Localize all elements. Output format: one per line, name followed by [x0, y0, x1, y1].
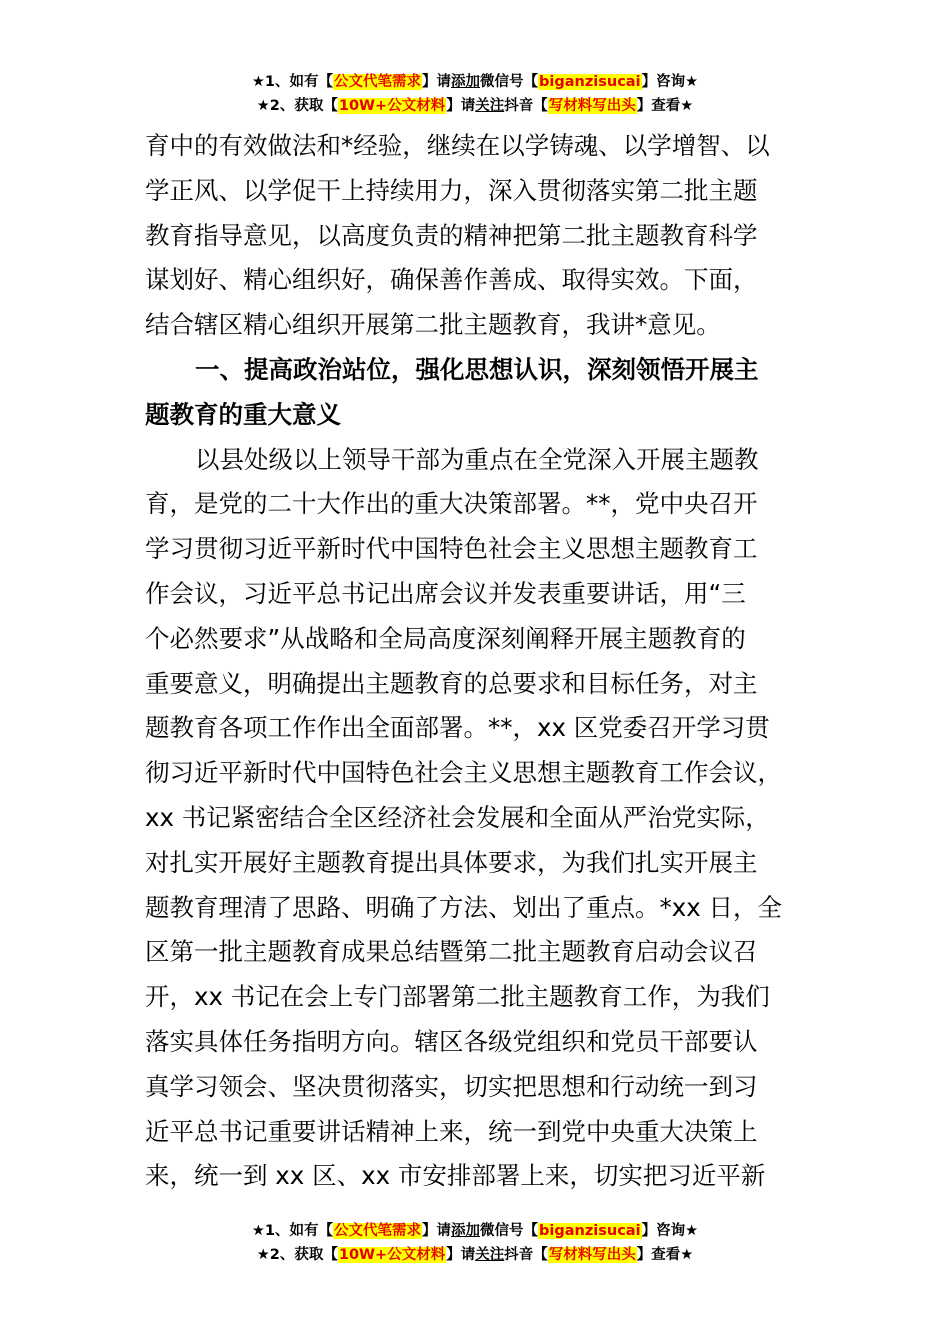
- text-line: 谋划好、精心组织好，确保善作善成、取得实效。下面，: [145, 265, 758, 295]
- promo-line-1-prefix: ★1、如有【: [251, 74, 334, 90]
- promo-line-1-suffix: 】咨询★: [641, 74, 699, 90]
- promo-line-2-highlight-douyin: 写材料写出头: [548, 98, 636, 114]
- promo-line-2-highlight-douyin: 写材料写出头: [548, 1247, 636, 1263]
- promo-line-1-underlined: 添加: [451, 1223, 481, 1239]
- text-line: 重要意义，明确提出主题教育的总要求和目标任务，对主: [145, 668, 758, 698]
- text-line: 对扎实开展好主题教育提出具体要求，为我们扎实开展主: [145, 847, 758, 877]
- promo-line-2-prefix: ★2、获取【: [256, 1247, 338, 1263]
- promo-line-2: [0, 1243, 950, 1267]
- promo-line-1-text-a: 】请: [422, 74, 452, 90]
- promo-line-2-text-b: 抖音【: [504, 98, 548, 114]
- promo-line-1-highlight-service: 公文代笔需求: [334, 1223, 422, 1239]
- promo-line-2: [0, 94, 950, 118]
- header-promo-banner: [0, 70, 950, 118]
- section-heading: [145, 348, 810, 438]
- promo-line-1-text-b: 微信号【: [480, 1223, 539, 1239]
- text-line: 题教育各项工作作出全面部署。**，xx 区党委召开学习贯: [145, 713, 770, 743]
- text-line: 育，是党的二十大作出的重大决策部署。**，党中央召开: [145, 489, 758, 519]
- promo-line-1-text-b: 微信号【: [480, 74, 539, 90]
- heading-line: 一、提高政治站位，强化思想认识，深刻领悟开展主: [195, 354, 759, 384]
- text-line: 区第一批主题教育成果总结暨第二批主题教育启动会议召: [145, 937, 758, 967]
- text-line: xx 书记紧密结合全区经济社会发展和全面从严治党实际，: [145, 802, 770, 832]
- promo-line-2-prefix: ★2、获取【: [256, 98, 338, 114]
- text-line: 真学习领会、坚决贯彻落实，切实把思想和行动统一到习: [145, 1071, 758, 1101]
- paragraph-continued: [145, 124, 810, 348]
- promo-line-1-suffix: 】咨询★: [641, 1223, 699, 1239]
- text-line: 作会议，习近平总书记出席会议并发表重要讲话，用“三: [145, 578, 746, 608]
- text-line: 彻习近平新时代中国特色社会主义思想主题教育工作会议，: [145, 758, 782, 788]
- text-line: 落实具体任务指明方向。辖区各级党组织和党员干部要认: [145, 1026, 758, 1056]
- promo-line-1-highlight-service: 公文代笔需求: [334, 74, 422, 90]
- promo-line-1-highlight-wechat: biganzisucai: [539, 1223, 641, 1239]
- text-line: 教育指导意见，以高度负责的精神把第二批主题教育科学: [145, 220, 758, 250]
- text-line: 题教育理清了思路、明确了方法、划出了重点。*xx 日，全: [145, 892, 783, 922]
- text-line: 以县处级以上领导干部为重点在全党深入开展主题教: [195, 444, 759, 474]
- promo-line-1-highlight-wechat: biganzisucai: [539, 74, 641, 90]
- promo-line-1-text-a: 】请: [422, 1223, 452, 1239]
- promo-line-1: [0, 1219, 950, 1243]
- text-line: 育中的有效做法和*经验，继续在以学铸魂、以学增智、以: [145, 131, 770, 160]
- text-line: 个必然要求”从战略和全局高度深刻阐释开展主题教育的: [145, 623, 746, 653]
- promo-line-2-text-a: 】请: [446, 98, 476, 114]
- document-body: [145, 124, 810, 1199]
- promo-line-1-underlined: 添加: [451, 74, 481, 90]
- promo-line-2-underlined: 关注: [475, 1247, 505, 1263]
- heading-line: 题教育的重大意义: [145, 399, 341, 429]
- promo-line-2-text-a: 】请: [446, 1247, 476, 1263]
- promo-line-2-suffix: 】查看★: [636, 98, 694, 114]
- text-line: 来，统一到 xx 区、xx 市安排部署上来，切实把习近平新: [145, 1161, 766, 1191]
- promo-line-1-prefix: ★1、如有【: [251, 1223, 334, 1239]
- promo-line-2-highlight-materials: 10W+公文材料: [338, 1247, 446, 1263]
- promo-line-2-suffix: 】查看★: [636, 1247, 694, 1263]
- text-line: 开，xx 书记在会上专门部署第二批主题教育工作，为我们: [145, 982, 770, 1012]
- promo-line-2-text-b: 抖音【: [504, 1247, 548, 1263]
- promo-line-2-underlined: 关注: [475, 98, 505, 114]
- text-line: 学习贯彻习近平新时代中国特色社会主义思想主题教育工: [145, 534, 758, 564]
- promo-line-1: [0, 70, 950, 94]
- paragraph: [145, 438, 810, 1200]
- text-line: 近平总书记重要讲话精神上来，统一到党中央重大决策上: [145, 1116, 758, 1146]
- text-line: 学正风、以学促干上持续用力，深入贯彻落实第二批主题: [145, 175, 758, 205]
- promo-line-2-highlight-materials: 10W+公文材料: [338, 98, 446, 114]
- footer-promo-banner: [0, 1219, 950, 1267]
- text-line: 结合辖区精心组织开展第二批主题教育，我讲*意见。: [145, 310, 721, 340]
